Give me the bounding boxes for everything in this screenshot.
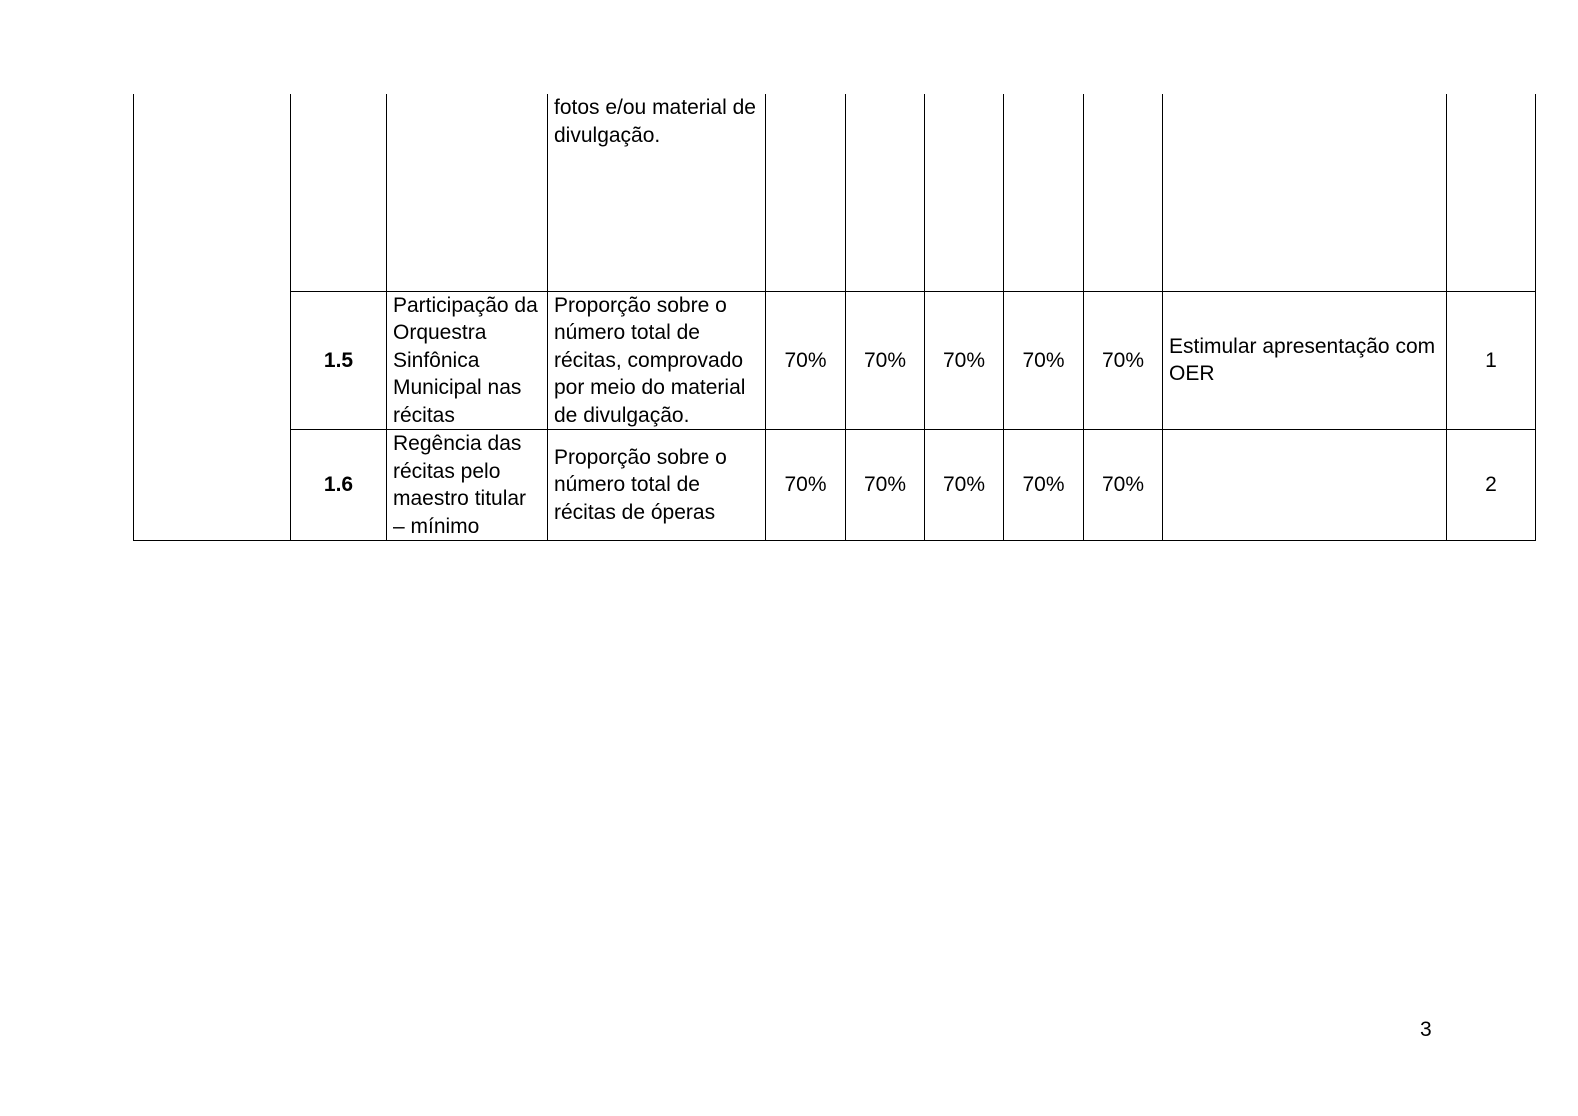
metric-cell: Proporção sobre o número total de récitas de óperas bbox=[548, 430, 766, 541]
table-row bbox=[134, 430, 1536, 541]
target-cell bbox=[846, 94, 925, 291]
target-cell bbox=[766, 94, 846, 291]
target-cell: 70% bbox=[766, 291, 846, 430]
number-cell: 1.5 bbox=[291, 291, 387, 430]
document-table-container bbox=[133, 94, 1535, 541]
number-cell bbox=[291, 94, 387, 291]
priority-cell: 1 bbox=[1447, 291, 1536, 430]
indicator-cell: Regência das récitas pelo maestro titular – mínimo bbox=[387, 430, 548, 541]
target-cell: 70% bbox=[846, 291, 925, 430]
target-cell bbox=[925, 94, 1004, 291]
target-cell: 70% bbox=[1084, 430, 1163, 541]
metric-cell: fotos e/ou material de divulgação. bbox=[548, 94, 766, 291]
note-cell bbox=[1163, 94, 1447, 291]
page-number: 3 bbox=[1420, 1018, 1432, 1041]
group-cell bbox=[134, 94, 291, 541]
priority-cell bbox=[1447, 94, 1536, 291]
target-cell: 70% bbox=[846, 430, 925, 541]
target-cell: 70% bbox=[766, 430, 846, 541]
target-cell bbox=[1084, 94, 1163, 291]
goals-table bbox=[133, 94, 1536, 541]
target-cell: 70% bbox=[925, 291, 1004, 430]
target-cell: 70% bbox=[1004, 430, 1084, 541]
table-row-continuation bbox=[134, 94, 1536, 291]
note-cell bbox=[1163, 430, 1447, 541]
target-cell: 70% bbox=[925, 430, 1004, 541]
indicator-cell: Participação da Orquestra Sinfônica Municipal nas récitas bbox=[387, 291, 548, 430]
target-cell: 70% bbox=[1084, 291, 1163, 430]
target-cell: 70% bbox=[1004, 291, 1084, 430]
metric-cell: Proporção sobre o número total de récitas, comprovado por meio do material de divulgação. bbox=[548, 291, 766, 430]
table-row bbox=[134, 291, 1536, 430]
note-cell: Estimular apresentação com OER bbox=[1163, 291, 1447, 430]
number-cell: 1.6 bbox=[291, 430, 387, 541]
target-cell bbox=[1004, 94, 1084, 291]
indicator-cell bbox=[387, 94, 548, 291]
priority-cell: 2 bbox=[1447, 430, 1536, 541]
